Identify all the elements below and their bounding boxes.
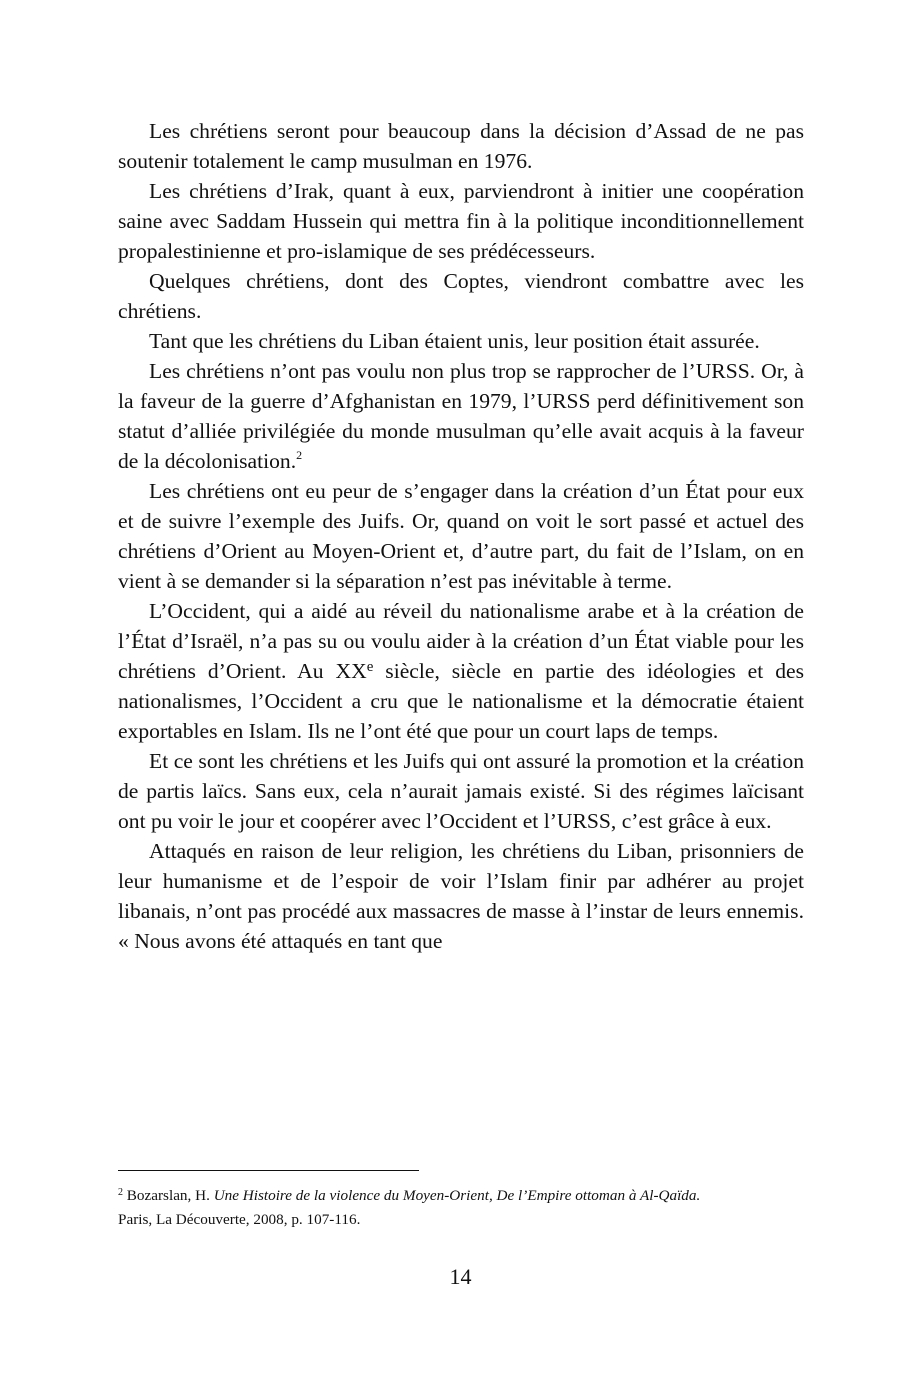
century-superscript: e <box>366 659 374 675</box>
footnote <box>118 1184 804 1232</box>
footnote-author: Bozarslan, H. <box>126 1187 210 1204</box>
footnote-publication: Paris, La Découverte, 2008, p. 107-116. <box>118 1211 361 1228</box>
page-body <box>118 116 804 956</box>
paragraph-3: Quelques chrétiens, dont des Coptes, viendront combattre avec les chrétiens. <box>118 269 804 323</box>
paragraph-2: Les chrétiens d’Irak, quant à eux, parviendront à initier une coopération saine avec Saddam Hussein qui mettra fin à la politique inconditionnellement propalestinienne et pro-islamique de ses prédécesseurs. <box>118 179 804 263</box>
paragraph-5: Les chrétiens n’ont pas voulu non plus trop se rapprocher de l’URSS. Or, à la faveur de la guerre d’Afghanistan en 1979, l’URSS perd définitivement son statut d’alliée privilégiée du monde musulman qu’elle avait acquis à la faveur de la décolonisation.$^2$ <box>118 359 804 473</box>
footnote-title: Une Histoire de la violence du Moyen-Orient, De l’Empire ottoman à Al-Qaïda. <box>213 1187 701 1204</box>
paragraph-9: Attaqués en raison de leur religion, les chrétiens du Liban, prisonniers de leur humanisme et de l’espoir de voir l’Islam finir par adhérer au projet libanais, n’ont pas procédé aux massacres de masse à l’instar de leurs ennemis. « Nous avons été attaqués en tant que <box>118 839 804 953</box>
paragraph-8: Et ce sont les chrétiens et les Juifs qui ont assuré la promotion et la création de partis laïcs. Sans eux, cela n’aurait jamais existé. Si des régimes laïcisant ont pu voir le jour et coopérer avec l’Occident et l’URSS, c’est grâce à eux. <box>118 749 804 833</box>
footnote-reference[interactable]: 2 <box>296 448 303 462</box>
paragraph-4: Tant que les chrétiens du Liban étaient unis, leur position était assurée. <box>149 329 760 353</box>
footnote-separator <box>118 1170 419 1171</box>
footnote-number: 2 <box>118 1187 123 1198</box>
paragraph-7: L’Occident, qui a aidé au réveil du nationalisme arabe et à la création de l’État d’Israël, n’a pas su ou voulu aider à la création d’un État viable pour les chrétiens d’Orient. Au XXe siècle, siècle en partie des idéologies et des nationalismes, l’Occident a cru que le nationalisme et la démocratie étaient exportables en Islam. Ils ne l’ont été que pour un court laps de temps. <box>118 599 804 743</box>
page-number: 14 <box>449 1264 472 1289</box>
paragraph-6: Les chrétiens ont eu peur de s’engager dans la création d’un État pour eux et de suivre l’exemple des Juifs. Or, quand on voit le sort passé et actuel des chrétiens d’Orient au Moyen-Orient et, d’autre part, du fait de l’Islam, on en vient à se demander si la séparation n’est pas inévitable à terme. <box>118 479 804 593</box>
paragraph-1: Les chrétiens seront pour beaucoup dans la décision d’Assad de ne pas soutenir totalement le camp musulman en 1976. <box>118 119 804 173</box>
